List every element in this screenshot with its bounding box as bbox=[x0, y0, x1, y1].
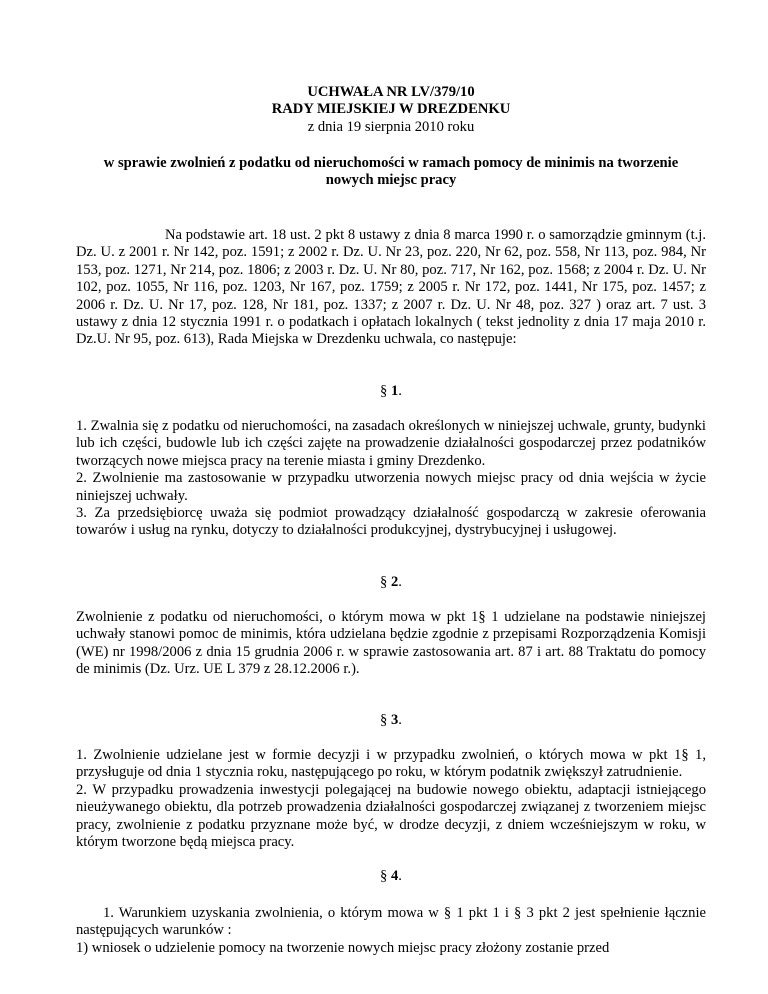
section-sign: § bbox=[380, 712, 388, 728]
section-1-point-2: 2. Zwolnienie ma zastosowanie w przypadku utworzenia nowych miejsc pracy od dnia wejścia w życie niniejszej uchwały. bbox=[76, 470, 706, 504]
section-1-point-1: 1. Zwalnia się z podatku od nieruchomości, na zasadach określonych w niniejszej uchwale, grunty, budynki lub ich części, budowle lub ich części zajęte na prowadzenie działalności gospodarczej przez podatników tworzących nowe miejsca pracy na terenie miasta i gminy Drezdenko. bbox=[76, 418, 706, 469]
section-2-heading bbox=[76, 574, 706, 591]
section-sign: § bbox=[380, 574, 388, 590]
section-dot: . bbox=[398, 574, 402, 590]
section-2-paragraph: Zwolnienie z podatku od nieruchomości, o którym mowa w pkt 1§ 1 udzielane na podstawie niniejszej uchwały stanowi pomoc de minimis, która udzielana będzie zgodnie z przepisami Rozporządzenia Komisji (WE) nr 1998/2006 z dnia 15 grudnia 2006 r. w sprawie zastosowania art. 87 i art. 88 Traktatu do pomocy de minimis (Dz. Urz. UE L 379 z 28.12.2006 r.). bbox=[76, 609, 706, 678]
section-3-heading bbox=[76, 712, 706, 729]
section-sign: § bbox=[380, 383, 388, 399]
resolution-date: z dnia 19 sierpnia 2010 roku bbox=[307, 118, 475, 135]
section-1-body bbox=[76, 418, 706, 540]
section-3-point-2: 2. W przypadku prowadzenia inwestycji polegającej na budowie nowego obiektu, adaptacji istniejącego nieużywanego obiektu, dla potrzeb prowadzenia działalności gospodarczej związanej z tworzeniem miejsc pracy, zwolnienie z podatku przyznane może być, w drodze decyzji, z dniem wcześniejszym w roku, w którym tworzone będą miejsca pracy. bbox=[76, 781, 706, 851]
section-1-heading bbox=[76, 383, 706, 400]
section-dot: . bbox=[398, 712, 402, 728]
subject-line-2: nowych miejsc pracy bbox=[325, 172, 457, 189]
section-sign: § bbox=[380, 868, 388, 884]
section-2-body bbox=[76, 609, 706, 679]
section-number: 2 bbox=[391, 574, 399, 590]
resolution-council: RADY MIEJSKIEJ W DREZDENKU bbox=[271, 101, 511, 118]
section-3-body bbox=[76, 747, 706, 851]
section-number: 4 bbox=[391, 868, 399, 884]
section-number: 1 bbox=[391, 383, 399, 399]
section-4-subpoint-1: 1) wniosek o udzielenie pomocy na tworzenie nowych miejsc pracy złożony zostanie przed bbox=[76, 939, 610, 956]
section-1-point-3: 3. Za przedsiębiorcę uważa się podmiot prowadzący działalność gospodarczą w zakresie oferowania towarów i usług na rynku, dotyczy to działalności produkcyjnej, dystrybucyjnej i usługowej. bbox=[76, 505, 706, 539]
resolution-subject bbox=[76, 155, 706, 190]
section-4-point-1: 1. Warunkiem uzyskania zwolnienia, o którym mowa w § 1 pkt 1 i § 3 pkt 2 jest spełnienie łącznie następujących warunków : bbox=[76, 905, 706, 939]
resolution-number: UCHWAŁA NR LV/379/10 bbox=[307, 84, 475, 100]
legal-basis-paragraph: Na podstawie art. 18 ust. 2 pkt 8 ustawy z dnia 8 marca 1990 r. o samorządzie gminnym (t.j. Dz. U. z 2001 r. Nr 142, poz. 1591; z 2002 r. Dz. U. Nr 23, poz. 220, Nr 62, poz. 558, Nr 113, poz. 984, Nr 153, poz. 1271, Nr 214, poz. 1806; z 2003 r. Dz. U. Nr 80, poz. 717, Nr 162, poz. 1568; z 2004 r. Dz. U. Nr 102, poz. 1055, Nr 116, poz. 1203, Nr 167, poz. 1759; z 2005 r. Nr 172, poz. 1441, Nr 175, poz. 1457; z 2006 r. Dz. U. Nr 17, poz. 128, Nr 181, poz. 1337; z 2007 r. Dz. U. Nr 48, poz. 327 ) oraz art. 7 ust. 3 ustawy z dnia 12 stycznia 1991 r. o podatkach i opłatach lokalnych ( tekst jednolity z dnia 17 maja 2010 r. Dz.U. Nr 95, poz. 613), Rada Miejska w Drezdenku uchwala, co następuje: bbox=[76, 227, 706, 348]
section-dot: . bbox=[398, 383, 402, 399]
section-4-body bbox=[76, 905, 706, 957]
section-4-heading bbox=[76, 868, 706, 885]
resolution-header bbox=[76, 84, 706, 136]
section-number: 3 bbox=[391, 712, 399, 728]
section-dot: . bbox=[398, 868, 402, 884]
section-3-point-1: 1. Zwolnienie udzielane jest w formie decyzji i w przypadku zwolnień, o których mowa w pkt 1§ 1, przysługuje od dnia 1 stycznia roku, następującego po roku, w którym podatnik zwiększył zatrudnienie. bbox=[76, 747, 706, 781]
subject-line-1: w sprawie zwolnień z podatku od nieruchomości w ramach pomocy de minimis na tworzenie bbox=[103, 155, 679, 171]
